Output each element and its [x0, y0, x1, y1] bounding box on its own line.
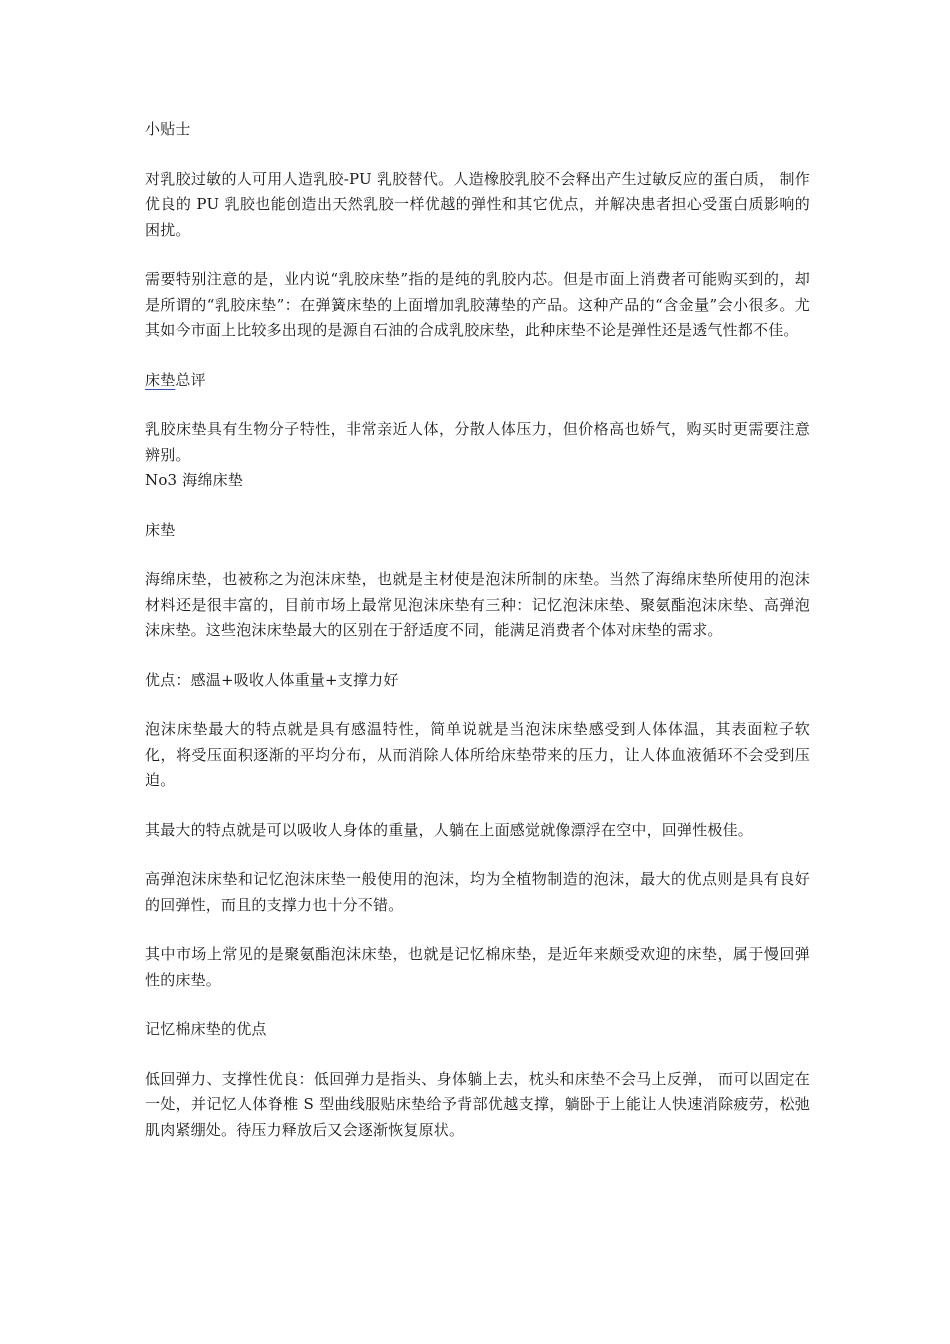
no3-heading: No3 海绵床垫 [145, 471, 244, 489]
memory-foam-heading: 记忆棉床垫的优点 [145, 1020, 267, 1038]
document-body [145, 117, 810, 1143]
paragraph-foam-elastic: 高弹泡沫床垫和记忆泡沫床垫一般使用的泡沫，均为全植物制造的泡沫，最大的优点则是具有良好的回弹性，而且的支撑力也十分不错。 [145, 870, 810, 914]
paragraph-latex-note: 需要特别注意的是，业内说“乳胶床垫”指的是纯的乳胶内芯。但是市面上消费者可能购买到的，却是所谓的“乳胶床垫”：在弹簧床垫的上面增加乳胶薄垫的产品。这种产品的“含金量”会小很多。尤其如今市面上比较多出现的是源自石油的合成乳胶床垫，此种床垫不论是弹性还是透气性都不佳。 [145, 270, 810, 339]
paragraph-foam-temperature: 泡沫床垫最大的特点就是具有感温特性，简单说就是当泡沫床垫感受到人体体温，其表面粒子软化，将受压面积逐渐的平均分布，从而消除人体所给床垫带来的压力，让人体血液循环不会受到压迫。 [145, 720, 810, 789]
review-heading-rest: 总评 [175, 370, 206, 389]
paragraph-foam-weight: 其最大的特点就是可以吸收人身体的重量，人躺在上面感觉就像漂浮在空中，回弹性极佳。 [145, 820, 754, 839]
tip-title: 小贴士 [145, 120, 191, 138]
paragraph-latex-allergy: 对乳胶过敏的人可用人造乳胶-PU 乳胶替代。人造橡胶乳胶不会释出产生过敏反应的蛋白质， 制作优良的 PU 乳胶也能创造出天然乳胶一样优越的弹性和其它优点，并解决患者担心受蛋白质影响的困扰。 [145, 169, 810, 239]
mattress-link[interactable]: 床垫 [145, 370, 176, 389]
pros-heading: 优点：感温+吸收人体重量+支撑力好 [145, 670, 399, 689]
paragraph-latex-summary: 乳胶床垫具有生物分子特性，非常亲近人体，分散人体压力，但价格高也娇气，购买时更需要注意辨别。 [145, 420, 810, 464]
paragraph-memory-foam: 低回弹力、支撑性优良：低回弹力是指头、身体躺上去，枕头和床垫不会马上反弹， 而可以固定在一处，并记忆人体脊椎 S 型曲线服贴床垫给予背部优越支撑，躺卧于上能让人快速消除疲劳，松弛肌肉紧绷处。待压力释放后又会逐渐恢复原状。 [145, 1069, 810, 1139]
section-title: 床垫 [145, 520, 176, 539]
review-heading [145, 368, 810, 394]
paragraph-foam-intro: 海绵床垫，也被称之为泡沫床垫，也就是主材使是泡沫所制的床垫。当然了海绵床垫所使用的泡沫材料还是很丰富的，目前市场上最常见泡沫床垫有三种：记忆泡沫床垫、聚氨酯泡沫床垫、高弹泡沫床垫。这些泡沫床垫最大的区别在于舒适度不同，能满足消费者个体对床垫的需求。 [145, 570, 810, 639]
paragraph-polyurethane: 其中市场上常见的是聚氨酯泡沫床垫，也就是记忆棉床垫，是近年来颇受欢迎的床垫，属于慢回弹性的床垫。 [145, 945, 810, 989]
